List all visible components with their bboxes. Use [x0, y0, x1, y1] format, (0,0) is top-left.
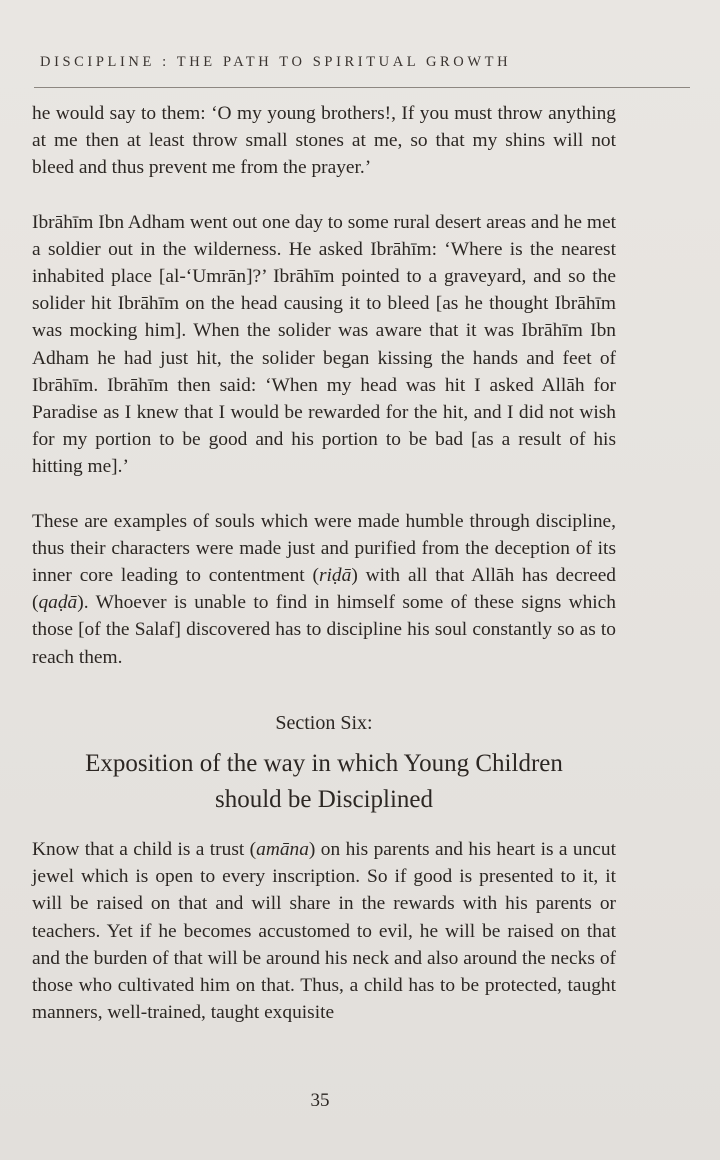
paragraph	[32, 836, 616, 1026]
main-text	[32, 100, 616, 671]
paragraph-text: ). Whoever is unable to find in himself some of these signs which those [of the Salaf] discovered has to discipline his soul constantly so as to reach them.	[32, 592, 616, 668]
paragraph-text: he would say to them: ‘O my young brothers!, If you must throw anything at me then at least throw small stones at me, so that my shins will not bleed and thus prevent me from the prayer.’	[32, 103, 616, 179]
paragraph-text: These are examples of souls which were made humble through discipline, thus their characters were made just and purified from the deception of its inner core leading to contentment (	[32, 510, 616, 587]
section-title-line: should be Disciplined	[214, 786, 434, 813]
italic-term: amāna	[256, 839, 309, 860]
paragraph-text: ) with all that Allāh has decreed (	[32, 565, 617, 614]
paragraph	[32, 508, 616, 671]
header-rule	[34, 87, 690, 88]
section-text	[32, 836, 616, 1026]
section-heading	[32, 710, 616, 818]
paragraph	[32, 100, 616, 182]
paragraph-text: Ibrāhīm Ibn Adham went out one day to some rural desert areas and he met a soldier out in the wilderness. He asked Ibrāhīm: ‘Where is the nearest inhabited place [al-‘Umrān]?’ Ibrāhīm pointed to a graveyard, and so the solider hit Ibrāhīm on the head causing it to bleed [as he thought Ibrāhīm was mocking him]. When the solider was aware that it was Ibrāhīm Ibn Adham he had just hit, the solider began kissing the hands and feet of Ibrāhīm. Ibrāhīm then said: ‘When my head was hit I asked Allāh for Paradise as I knew that I would be rewarded for the hit, and I did not wish for my portion to be good and his portion to be bad [as a result of his hitting me].’	[32, 211, 616, 478]
paragraph	[32, 209, 616, 481]
italic-term: riḍā	[318, 565, 352, 587]
running-head: DISCIPLINE : THE PATH TO SPIRITUAL GROWTH	[40, 54, 512, 70]
section-title-line: Exposition of the way in which Young Children	[85, 750, 563, 777]
italic-term: qaḍā	[38, 592, 78, 614]
paragraph-text: ) on his parents and his heart is a uncut jewel which is open to every inscription. So if good is presented to it, it will be raised on that and will share in the rewards with his parents or teachers. Yet if he becomes accustomed to evil, he will be raised on that and the burden of that will be around his neck and also around the necks of those who cultivated him on that. Thus, a child has to be protected, taught manners, well-trained, taught exquisite	[32, 839, 616, 1024]
paragraph-text: Know that a child is a trust (	[32, 839, 257, 860]
section-label: Section Six:	[275, 712, 373, 734]
page-number: 35	[310, 1090, 330, 1111]
section-title	[32, 746, 616, 818]
